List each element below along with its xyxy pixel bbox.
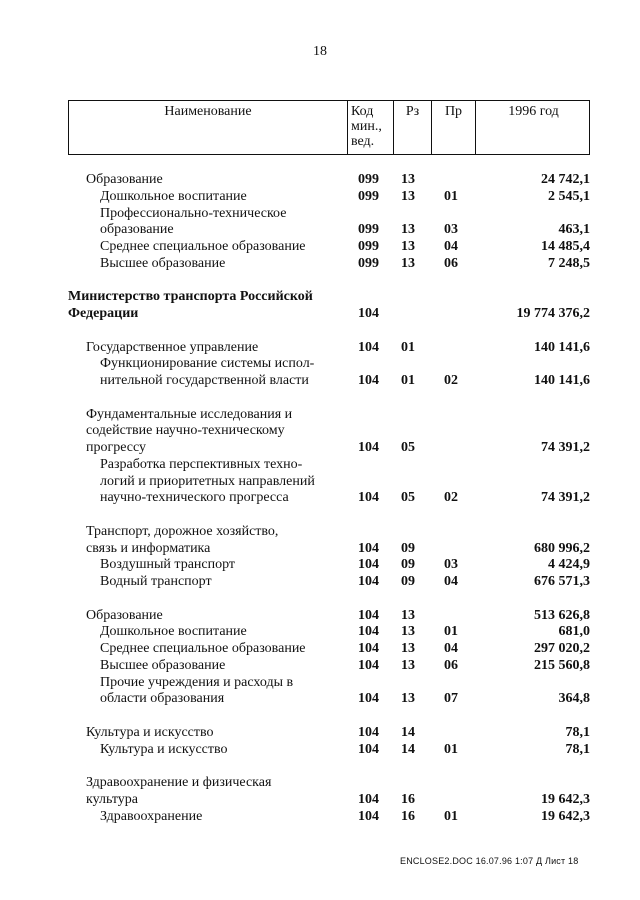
row-code: 104 [358,540,379,556]
row-amount: 364,8 [558,691,590,707]
table-row [68,255,590,272]
row-name: Разработка перспективных техно- [100,456,303,472]
row-name: Дошкольное воспитание [100,188,247,204]
row-name: Прочие учреждения и расходы в [100,674,294,690]
row-code: 104 [358,306,379,321]
header-kod-line: Код [351,104,374,119]
row-amount: 74 391,2 [541,490,590,506]
row-name: Функционирование системы испол- [100,356,315,372]
row-pr: 02 [444,490,458,506]
row-rz: 13 [401,222,415,238]
row-amount: 513 626,8 [534,607,590,623]
row-pr: 04 [444,641,458,656]
row-amount: 78,1 [565,741,590,757]
table-row [68,791,590,808]
row-amount: 78,1 [565,724,590,740]
row-amount: 4 424,9 [548,557,590,573]
row-pr: 06 [444,255,458,271]
row-name: Здравоохранение и физическая [86,775,272,790]
row-pr: 04 [444,574,458,589]
row-pr: 03 [444,222,458,238]
row-name: Министерство транспорта Российской [68,289,313,305]
row-rz: 09 [401,540,415,556]
table-row [68,523,590,540]
row-code: 104 [358,574,379,589]
table-row [68,406,590,423]
row-pr: 01 [444,741,458,757]
table-row [68,221,590,238]
header-year: 1996 год [475,101,591,154]
row-pr: 01 [444,188,458,204]
row-amount: 676 571,3 [534,574,590,589]
table-row [68,674,590,691]
row-name: связь и информатика [86,540,211,556]
row-name: Фундаментальные исследования и [86,406,293,422]
row-code: 104 [358,373,379,388]
row-name: Дошкольное воспитание [100,624,247,640]
row-code: 104 [358,607,379,623]
row-rz: 14 [401,724,415,740]
table-row [68,741,590,758]
table-row [68,707,590,724]
row-code: 104 [358,624,379,640]
row-rz: 09 [401,574,415,589]
row-amount: 19 774 376,2 [516,306,590,321]
row-rz: 13 [401,691,415,707]
table-row [68,389,590,406]
row-rz: 16 [401,808,415,824]
row-code: 104 [358,339,379,355]
row-name: Среднее специальное образование [100,239,306,254]
table-row [68,623,590,640]
row-pr: 04 [444,239,458,254]
row-rz: 05 [401,440,415,455]
table-row [68,640,590,657]
table-body [68,155,590,845]
row-name: Культура и искусство [86,724,214,740]
row-code: 104 [358,641,379,656]
row-code: 099 [358,239,379,254]
row-name: Образование [86,607,163,623]
row-name: Среднее специальное образование [100,641,306,656]
row-amount: 463,1 [558,222,590,238]
row-name: Федерации [68,306,139,321]
table-row [68,372,590,389]
table-row [68,590,590,607]
table-row [68,171,590,188]
table-row [68,657,590,674]
row-code: 104 [358,490,379,506]
table-row [68,690,590,707]
header-rz: Рз [393,101,431,154]
row-amount: 14 485,4 [541,239,590,254]
row-name: Государственное управление [86,339,259,355]
header-kod-line: вед. [351,134,375,149]
row-name: Здравоохранение [100,808,203,824]
row-name: Высшее образование [100,255,226,271]
page-number: 18 [313,44,327,59]
row-amount: 215 560,8 [534,657,590,673]
table-row [68,272,590,289]
row-code: 104 [358,741,379,757]
row-rz: 13 [401,641,415,656]
row-pr: 02 [444,373,458,388]
header-pr: Пр [431,101,475,154]
row-amount: 681,0 [558,624,590,640]
table-row [68,339,590,356]
row-rz: 13 [401,255,415,271]
table-row [68,724,590,741]
row-amount: 680 996,2 [534,540,590,556]
row-pr: 06 [444,657,458,673]
row-code: 104 [358,691,379,707]
file-footer: ENCLOSE2.DOC 16.07.96 1:07 Д Лист 18 [400,856,579,866]
row-name: научно-технического прогресса [100,490,289,506]
table-row [68,808,590,825]
header-kod [347,101,393,154]
row-name: содействие научно-техническому [86,423,285,439]
row-amount: 140 141,6 [534,339,590,355]
row-code: 104 [358,808,379,824]
row-amount: 2 545,1 [548,188,590,204]
row-amount: 297 020,2 [534,641,590,656]
row-code: 104 [358,657,379,673]
row-name: Профессионально-техническое [100,205,287,221]
row-name: области образования [100,691,225,707]
row-rz: 01 [401,373,415,388]
table-row [68,607,590,624]
header-kod-line: мин., [351,119,382,134]
row-name: прогрессу [86,440,147,455]
row-pr: 07 [444,691,458,707]
header-name: Наименование [164,104,252,119]
row-code: 104 [358,440,379,455]
table-row [68,205,590,222]
row-name: образование [100,222,174,238]
row-amount: 7 248,5 [548,255,590,271]
table-row [68,355,590,372]
row-pr: 01 [444,808,458,824]
row-amount: 74 391,2 [541,440,590,455]
row-code: 104 [358,724,379,740]
row-name: логий и приоритетных направлений [100,473,315,489]
row-rz: 13 [401,188,415,204]
table-row [68,288,590,305]
row-rz: 14 [401,741,415,757]
row-name: нительной государственной власти [100,373,309,388]
table-row [68,573,590,590]
row-rz: 13 [401,172,415,187]
table-row [68,322,590,339]
table-row [68,774,590,791]
row-code: 099 [358,222,379,238]
row-name: Высшее образование [100,657,226,673]
table-row [68,757,590,774]
table-row [68,188,590,205]
table-row [68,556,590,573]
row-code: 104 [358,791,379,807]
row-pr: 03 [444,557,458,573]
table-row [68,305,590,322]
row-name: Образование [86,172,163,187]
table-row [68,506,590,523]
row-amount: 19 642,3 [541,808,590,824]
row-rz: 13 [401,624,415,640]
row-amount: 140 141,6 [534,373,590,388]
row-name: культура [86,791,138,807]
budget-table [68,100,590,845]
table-header [68,100,590,155]
row-name: Транспорт, дорожное хозяйство, [86,523,279,539]
row-code: 099 [358,255,379,271]
row-amount: 19 642,3 [541,791,590,807]
row-rz: 13 [401,657,415,673]
row-amount: 24 742,1 [541,172,590,187]
row-rz: 16 [401,791,415,807]
table-row [68,473,590,490]
table-row [68,439,590,456]
row-name: Воздушный транспорт [100,557,236,573]
row-name: Водный транспорт [100,574,212,589]
row-rz: 13 [401,607,415,623]
row-rz: 01 [401,339,415,355]
table-row [68,489,590,506]
table-row [68,238,590,255]
row-pr: 01 [444,624,458,640]
row-rz: 13 [401,239,415,254]
table-row [68,422,590,439]
row-code: 099 [358,188,379,204]
table-row [68,456,590,473]
row-code: 104 [358,557,379,573]
row-rz: 09 [401,557,415,573]
row-rz: 05 [401,490,415,506]
table-row [68,540,590,557]
row-code: 099 [358,172,379,187]
row-name: Культура и искусство [100,741,228,757]
